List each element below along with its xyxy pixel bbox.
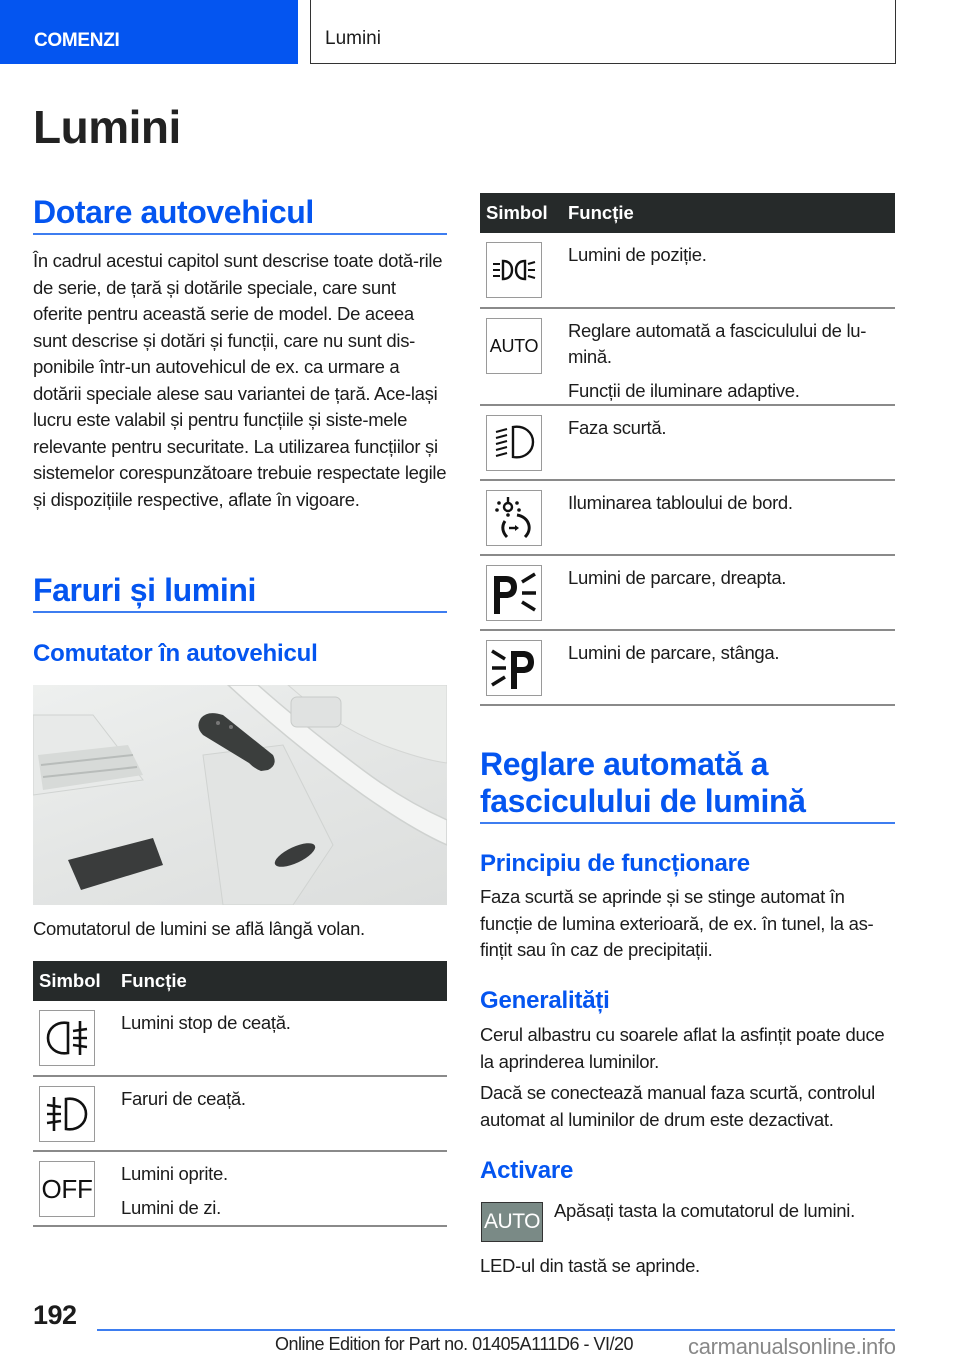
table-row (480, 308, 895, 405)
rear-fog-light-icon (39, 1010, 95, 1066)
parking-light-left-icon (486, 640, 542, 696)
image-caption: Comutatorul de lumini se află lângă volan. (33, 918, 365, 939)
off-icon: OFF (39, 1161, 95, 1217)
function-text: Lumini stop de ceață. (121, 1012, 291, 1033)
function-text: Lumini oprite. (121, 1163, 228, 1184)
section-title-box (310, 0, 896, 64)
heading-generalitati: Generalități (480, 987, 610, 1014)
function-text: Iluminarea tabloului de bord. (568, 492, 793, 513)
page-title: Lumini (33, 101, 181, 153)
low-beam-icon (486, 415, 542, 471)
symbol-table-left (33, 961, 447, 1227)
heading-dotare-autovehicul: Dotare autovehicul (33, 194, 314, 230)
heading-rule (33, 611, 447, 613)
heading-activare: Activare (480, 1157, 574, 1184)
dashboard-illustration (33, 685, 447, 905)
heading-faruri-si-lumini: Faruri și lumini (33, 572, 256, 608)
function-text: Reglare automată a fasciculului de lu-mină. (568, 320, 867, 367)
table-row (480, 233, 895, 308)
function-text: Faruri de ceață. (121, 1088, 246, 1109)
position-lights-icon (486, 242, 542, 298)
heading-reglare-automata: Reglare automată a fasciculului de lumină (480, 746, 806, 819)
table-row (480, 630, 895, 705)
table-row (480, 405, 895, 480)
paragraph-generalitati-2: Dacă se conectează manual faza scurtă, controlul automat al luminilor de drum este dezactivat. (480, 1082, 875, 1130)
heading-comutator: Comutator în autovehicul (33, 640, 318, 667)
table-row (480, 555, 895, 630)
function-text: Lumini de parcare, dreapta. (568, 567, 787, 588)
light-switch-photo (33, 685, 447, 905)
function-text: Funcții de iluminare adaptive. (568, 380, 800, 401)
function-text: Faza scurtă. (568, 417, 667, 438)
symbol-table-right (480, 193, 895, 706)
activation-instruction: Apăsați tasta la comutatorul de lumini. (554, 1200, 855, 1221)
column-header-symbol: Simbol (480, 193, 560, 233)
paragraph-dotare: În cadrul acestui capitol sunt descrise toate dotă-rile de serie, de țară și dotările speciale, care sunt oferite pentru această serie de model. De aceea sunt descrise și dotări și funcții, care nu sunt dis-ponibile într-un autovehicul de ex. ca urmare a dotării speciale alese sau variantei de țară. Ace-lași lucru este valabil și pentru funcțiile și siste-mele relevante pentru securitate. La utilizarea funcțiilor și sistemelor corespunzătoare trebuie respectate legile și dispozițiile respective, aflate în vigoare. (33, 250, 447, 510)
paragraph-generalitati-1: Cerul albastru cu soarele aflat la asfințit poate duce la aprinderea luminilor. (480, 1024, 885, 1072)
section-title: Lumini (325, 28, 381, 49)
table-row (33, 1076, 447, 1151)
watermark: carmanualsonline.info (688, 1334, 896, 1359)
column-header-symbol: Simbol (33, 961, 113, 1001)
table-row (33, 1001, 447, 1076)
column-header-function: Funcție (560, 193, 895, 233)
auto-icon: AUTO (486, 318, 542, 374)
parking-light-right-icon (486, 565, 542, 621)
front-fog-light-icon (39, 1086, 95, 1142)
heading-principiu: Principiu de funcționare (480, 850, 750, 877)
edition-info: Online Edition for Part no. 01405A111D6 - VI/20 (275, 1334, 634, 1354)
auto-button-icon: AUTO (481, 1202, 543, 1242)
instrument-lighting-icon (486, 490, 542, 546)
heading-rule (480, 822, 895, 824)
function-text: Lumini de poziție. (568, 244, 707, 265)
paragraph-principiu: Faza scurtă se aprinde și se stinge automat în funcție de lumina exterioară, de ex. în tunel, la as-fințit sau în caz de precipitații. (480, 886, 874, 960)
table-row (480, 480, 895, 555)
function-text: Lumini de parcare, stânga. (568, 642, 780, 663)
activation-result: LED-ul din tastă se aprinde. (480, 1255, 700, 1276)
chapter-tab (0, 0, 298, 64)
chapter-tab-label: COMENZI (34, 30, 120, 51)
table-row (33, 1151, 447, 1226)
heading-rule (33, 233, 447, 235)
footer-rule (97, 1329, 895, 1331)
page-number: 192 (33, 1300, 77, 1330)
function-text: Lumini de zi. (121, 1197, 221, 1218)
column-header-function: Funcție (113, 961, 447, 1001)
